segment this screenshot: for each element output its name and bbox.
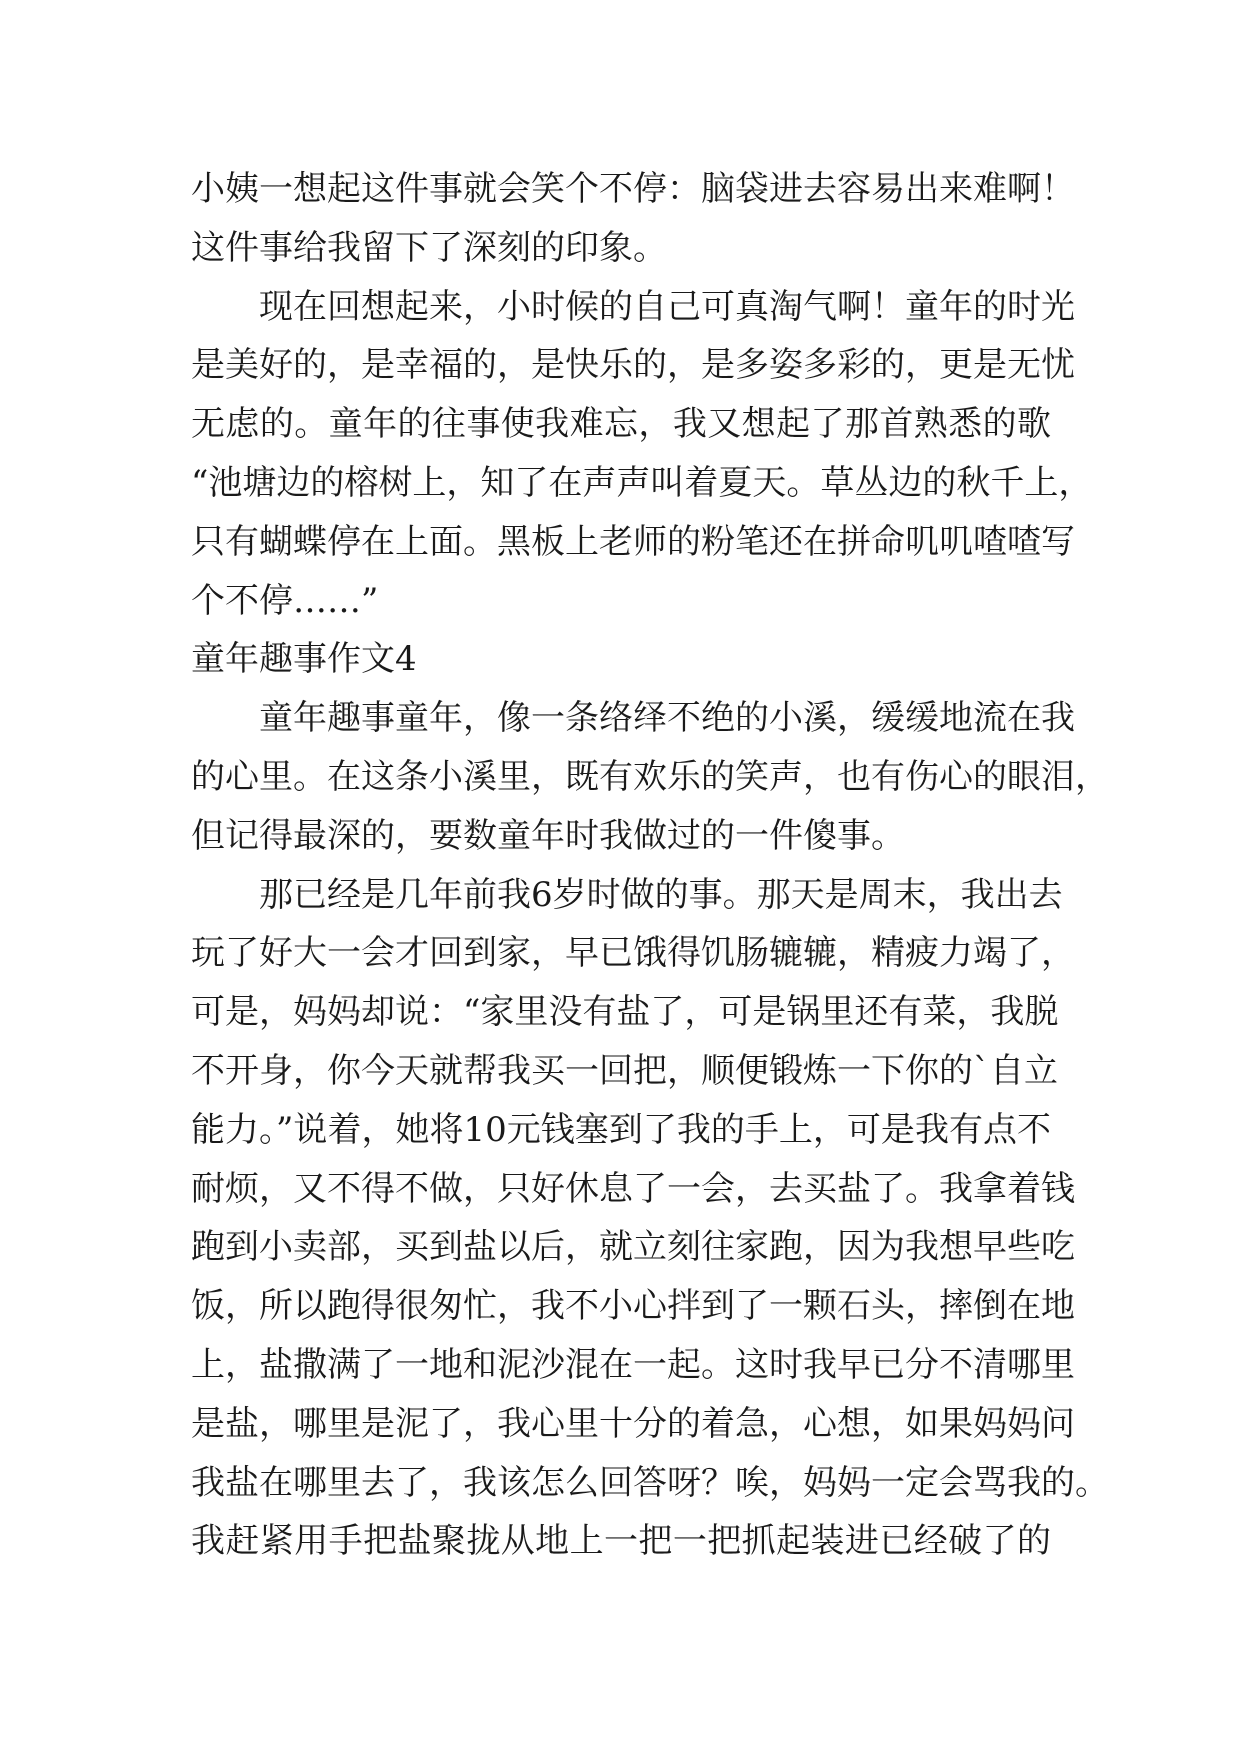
text-line: 我赶紧用手把盐聚拢从地上一把一把抓起装进已经破了的 (191, 1521, 1051, 1562)
text-line: 耐烦，又不得不做，只好休息了一会，去买盐了。我拿着钱 (191, 1168, 1075, 1209)
text-line: 个不停……” (191, 580, 379, 621)
text-line: 现在回想起来，小时候的自己可真淘气啊！童年的时光 (259, 286, 1075, 327)
text-line: 上，盐撒满了一地和泥沙混在一起。这时我早已分不清哪里 (191, 1344, 1075, 1385)
text-line: 能力。”说着，她将10元钱塞到了我的手上，可是我有点不 (191, 1109, 1051, 1150)
text-line: 不开身，你今天就帮我买一回把，顺便锻炼一下你的`自立 (191, 1050, 1058, 1091)
essay-body (191, 160, 1109, 1571)
text-line: 小姨一想起这件事就会笑个不停：脑袋进去容易出来难啊！ (191, 169, 1075, 209)
text-line: 无虑的。童年的往事使我难忘，我又想起了那首熟悉的歌 (191, 404, 1051, 445)
text-line: 可是，妈妈却说：“家里没有盐了，可是锅里还有菜，我脱 (191, 992, 1059, 1033)
text-line: 跑到小卖部，买到盐以后，就立刻往家跑，因为我想早些吃 (191, 1227, 1075, 1268)
text-line: 玩了好大一会才回到家，早已饿得饥肠辘辘，精疲力竭了， (191, 933, 1075, 974)
section-heading: 童年趣事作文4 (191, 639, 417, 680)
text-line: 是美好的，是幸福的，是快乐的，是多姿多彩的，更是无忧 (191, 345, 1075, 386)
text-line: 童年趣事童年，像一条络绎不绝的小溪，缓缓地流在我 (259, 698, 1075, 739)
text-line: 但记得最深的，要数童年时我做过的一件傻事。 (191, 815, 905, 856)
text-line: 这件事给我留下了深刻的印象。 (191, 227, 667, 268)
text-line: 那已经是几年前我6岁时做的事。那天是周末，我出去 (259, 874, 1063, 915)
text-line: 我盐在哪里去了，我该怎么回答呀？唉，妈妈一定会骂我的。 (191, 1462, 1109, 1503)
text-line: 的心里。在这条小溪里，既有欢乐的笑声，也有伤心的眼泪， (191, 756, 1109, 797)
text-line: “池塘边的榕树上，知了在声声叫着夏天。草丛边的秋千上， (191, 462, 1093, 503)
text-line: 只有蝴蝶停在上面。黑板上老师的粉笔还在拼命叽叽喳喳写 (191, 521, 1075, 562)
text-line: 饭，所以跑得很匆忙，我不小心拌到了一颗石头，摔倒在地 (191, 1286, 1075, 1327)
text-line: 是盐，哪里是泥了，我心里十分的着急，心想，如果妈妈问 (191, 1403, 1075, 1444)
